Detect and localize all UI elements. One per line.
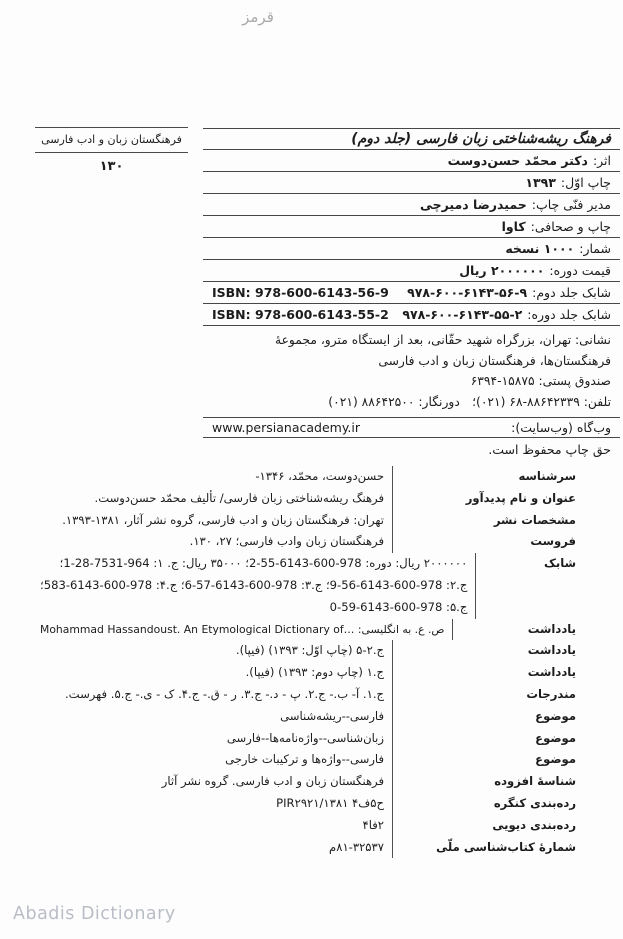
- cip-row: [40, 706, 620, 728]
- cip-field-line: ج.۲: 978-600-6143-56-9؛ ج.۳: 978-600-6143-57-6؛ ج.۴: 978-600-6143-583؛: [40, 577, 468, 592]
- field-value: ۱۰۰۰ نسخه: [505, 241, 575, 256]
- cip-field-content: [40, 749, 392, 771]
- book-title: فرهنگ ریشه‌شناختی زبان فارسی (جلد دوم): [351, 131, 611, 147]
- cip-field-content: [40, 531, 392, 553]
- cip-row: [40, 466, 620, 488]
- colophon-row: [203, 260, 620, 282]
- abadis-watermark: Abadis Dictionary: [13, 904, 176, 924]
- series-block: [35, 127, 188, 174]
- cip-field-content: [40, 684, 392, 706]
- colophon-rows: [203, 150, 620, 282]
- cip-field-label: موضوع: [392, 706, 620, 728]
- isbn-rows: [203, 282, 620, 326]
- cip-field-label: یادداشت: [392, 640, 620, 662]
- cip-field-label: موضوع: [392, 749, 620, 771]
- cip-row: [40, 815, 620, 837]
- field-label: چاپ اوّل:: [560, 175, 611, 190]
- isbn-fa-value: ۹۷۸-۶۰۰-۶۱۴۳-۵۵-۲: [402, 307, 523, 322]
- field-label: قیمت دوره:: [549, 263, 611, 278]
- cip-field-content: [40, 728, 392, 750]
- cip-field-line: ج.۵: 978-600-6143-59-0: [329, 599, 468, 614]
- cip-field-label: شابک: [475, 553, 620, 618]
- cip-field-line: ص. ع. به انگلیسی: Mohammad Hassandoust. An Etymological Dictionary of…‎: [40, 622, 445, 636]
- field-label: شمار:: [579, 241, 611, 256]
- isbn-row: [203, 282, 620, 304]
- cip-row: [40, 749, 620, 771]
- cip-field-content: [40, 553, 475, 618]
- cip-field-label: رده‌بندی کنگره: [392, 793, 620, 815]
- cip-field-line: PIR۲۹۲۱/ح۵ف۴ ۱۳۸۱: [276, 795, 384, 810]
- cip-field-content: [40, 815, 392, 837]
- field-value: دکتر محمّد حسن‌دوست: [447, 153, 588, 168]
- cip-row: [40, 488, 620, 510]
- cip-field-label: عنوان و نام پدیدآور: [392, 488, 620, 510]
- colophon-row: [203, 238, 620, 260]
- cip-field-line: فارسی--ریشه‌شناسی: [280, 708, 384, 723]
- series-number: ۱۳۰: [99, 159, 124, 174]
- cip-field-label: یادداشت: [392, 662, 620, 684]
- isbn-latin-value: ISBN: 978-600-6143-56-9: [212, 285, 389, 300]
- cip-field-label: رده‌بندی دیویی: [392, 815, 620, 837]
- address-block: [203, 326, 620, 418]
- cip-field-content: [40, 662, 392, 684]
- address-line: صندوق پستی: ۱۵۸۷۵-۶۳۹۴: [470, 374, 611, 388]
- top-headword-watermark: قرمز: [242, 8, 274, 26]
- cip-field-label: شناسهٔ افزوده: [392, 771, 620, 793]
- cip-field-content: [40, 466, 392, 488]
- address-line: نشانی: تهران، بزرگراه شهید حقّانی، بعد از ایستگاه مترو، مجموعهٔ: [275, 333, 611, 347]
- cip-field-line: فرهنگستان زبان و ادب فارسی. گروه نشر آثار: [161, 774, 384, 789]
- isbn-row: [203, 304, 620, 326]
- cip-row: [40, 728, 620, 750]
- colophon-row: [203, 172, 620, 194]
- cip-field-label: سرشناسه: [392, 466, 620, 488]
- cip-row: [40, 640, 620, 662]
- cip-field-line: ج.۱ (چاپ دوم: ۱۳۹۳) (فیپا).: [245, 665, 384, 680]
- cip-field-line: ج.۱. آ- ب.- ج.۲. پ - د.- ج.۳. ر - ق.- ج.۴. ک - ی.- ج.۵. فهرست.: [65, 686, 384, 701]
- cip-field-content: [40, 771, 392, 793]
- field-label: اثر:: [592, 153, 611, 168]
- isbn-fa-group: [407, 285, 611, 300]
- field-label: چاپ و صحافی:: [530, 219, 611, 234]
- cip-field-content: [40, 793, 392, 815]
- cip-row: [40, 662, 620, 684]
- cip-row: [40, 619, 620, 641]
- cip-field-content: [40, 510, 392, 532]
- website-url: www.persianacademy.ir: [212, 420, 361, 435]
- cip-field-line: تهران: فرهنگستان زبان و ادب فارسی، گروه نشر آثار، ۱۳۸۱-۱۳۹۳.: [62, 512, 384, 527]
- cip-field-line: فرهنگ ریشه‌شناختی زبان فارسی/ تألیف محمّد حسن‌دوست.: [94, 490, 384, 505]
- cip-field-content: [40, 640, 392, 662]
- address-line: تلفن: ۸۸۶۴۲۳۳۹-۶۸ (۰۲۱)؛ دورنگار: ۸۸۶۴۲۵۰۰ (۰۲۱): [328, 394, 611, 409]
- isbn-fa-group: [402, 307, 611, 322]
- cip-row: [40, 771, 620, 793]
- isbn-label: شابک جلد دوره:: [527, 307, 611, 322]
- cip-field-content: [40, 619, 452, 641]
- title-row: [203, 129, 620, 150]
- cip-row: [40, 553, 620, 618]
- cip-field-line: ۲۰۰۰۰۰۰ ریال: دوره: 978-600-6143-55-2؛ ۳۵۰۰۰ ریال: ج. ۱: 964-7531-28-1؛: [59, 556, 468, 571]
- address-line: فرهنگستان‌ها، فرهنگستان زبان و ادب فارسی: [378, 353, 611, 368]
- cip-field-content: [40, 488, 392, 510]
- cip-field-line: ج.۲-۵ (چاپ اوّل: ۱۳۹۳) (فیپا).: [235, 643, 384, 658]
- field-label: مدیر فنّی چاپ:: [531, 197, 611, 212]
- field-value: کاوا: [501, 219, 526, 234]
- cip-field-line: زبان‌شناسی--واژه‌نامه‌ها--فارسی: [226, 730, 384, 745]
- colophon-row: [203, 150, 620, 172]
- field-value: حمیدرضا دمیرچی: [420, 197, 527, 212]
- isbn-fa-value: ۹۷۸-۶۰۰-۶۱۴۳-۵۶-۹: [407, 285, 528, 300]
- cip-field-line: حسن‌دوست، محمّد، ۱۳۴۶-: [255, 469, 384, 483]
- cip-field-line: ۸۱-۳۲۵۳۷م: [329, 839, 384, 854]
- cip-field-label: مشخصات نشر: [392, 510, 620, 532]
- cip-field-label: موضوع: [392, 728, 620, 750]
- isbn-latin-value: ISBN: 978-600-6143-55-2: [212, 307, 389, 322]
- cip-row: [40, 837, 620, 859]
- cip-field-content: [40, 837, 392, 859]
- field-value: ۲۰۰۰۰۰۰ ریال: [459, 263, 545, 278]
- cip-catalog-block: [40, 466, 620, 858]
- cip-field-line: فرهنگستان زبان وادب فارسی؛ ۲۷، ۱۳۰.: [189, 534, 384, 549]
- cip-field-label: مندرجات: [392, 684, 620, 706]
- academy-name: فرهنگستان زبان و ادب فارسی: [35, 127, 188, 153]
- field-value: ۱۳۹۳: [525, 175, 556, 190]
- copyright-notice: حق چاپ محفوظ است.: [488, 441, 611, 457]
- cip-field-label: شمارهٔ کتاب‌شناسی ملّی: [392, 837, 620, 859]
- cip-row: [40, 684, 620, 706]
- website-row: [203, 418, 620, 438]
- colophon-table: [203, 128, 620, 460]
- cip-field-label: یادداشت: [452, 619, 620, 641]
- cip-field-line: ۲فا۴: [362, 817, 384, 832]
- cip-field-content: [40, 706, 392, 728]
- cip-field-line: فارسی--واژه‌ها و ترکیبات خارجی: [225, 752, 384, 767]
- colophon-row: [203, 194, 620, 216]
- website-label: وب‌گاه (وب‌سایت):: [511, 420, 611, 435]
- cip-row: [40, 793, 620, 815]
- colophon-row: [203, 216, 620, 238]
- cip-field-label: فروست: [392, 531, 620, 553]
- cip-row: [40, 531, 620, 553]
- isbn-label: شابک جلد دوم:: [532, 285, 611, 300]
- cip-row: [40, 510, 620, 532]
